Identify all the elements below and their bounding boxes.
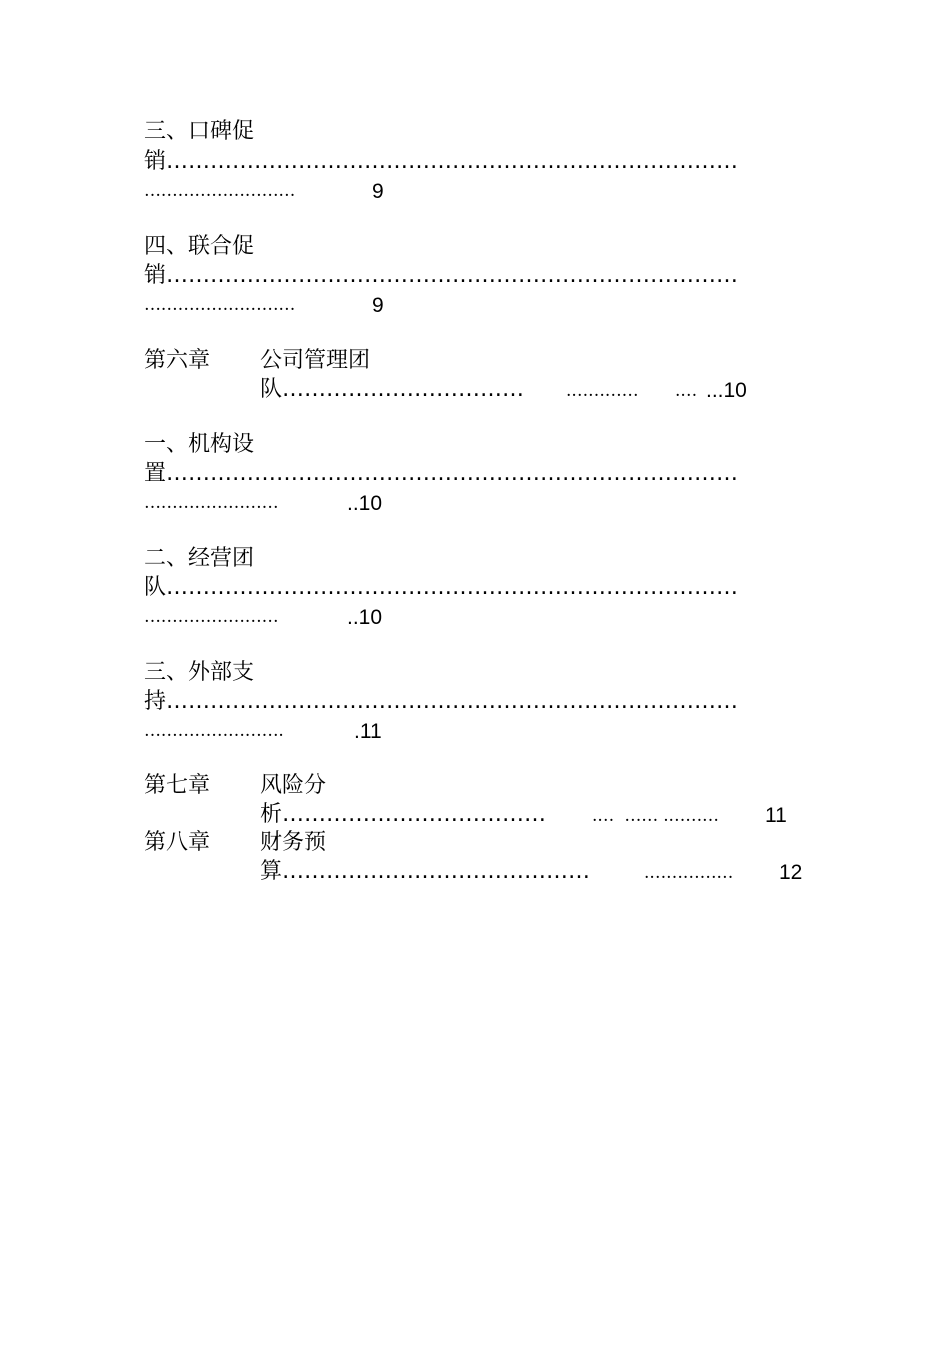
toc-leader-dots: ……………………: [144, 607, 279, 627]
toc-leader-line: 置……………………………………………………………………: [144, 461, 739, 486]
toc-title-jingying: 二、经营团: [144, 546, 255, 571]
toc-title-jigou: 一、机构设: [144, 432, 255, 457]
toc-page-number: ..10: [347, 606, 383, 629]
toc-leader-dots: ……………………: [144, 493, 279, 513]
toc-leader-line: 算……………………………………: [260, 859, 591, 884]
toc-leader-dots: .…………: [566, 381, 639, 401]
toc-leader-dots: …………………….: [144, 721, 284, 741]
toc-title-chapter8: 财务预: [260, 830, 327, 855]
toc-chapter-label: 第七章: [144, 773, 211, 798]
toc-title-chapter7: 风险分: [260, 773, 327, 798]
toc-leader-dots: ………………………: [144, 295, 296, 315]
toc-page-number: ..10: [347, 492, 383, 515]
toc-leader-dots: ………………………: [144, 181, 296, 201]
toc-leader-dots: .… …… .………: [592, 806, 719, 826]
toc-title-waibu: 三、外部支: [144, 660, 255, 685]
toc-leader-line: 析………………………………: [260, 802, 547, 827]
toc-leader-line: 销……………………………………………………………………: [144, 263, 739, 288]
toc-leader-dots: .…: [675, 381, 698, 401]
toc-title-lianhe: 四、联合促: [144, 234, 255, 259]
toc-leader-dots: .……………: [644, 863, 734, 883]
toc-leader-line: 持……………………………………………………………………: [144, 689, 739, 714]
toc-title-chapter6: 公司管理团: [260, 348, 371, 373]
toc-page-number: 12: [779, 861, 803, 884]
toc-leader-line: 队……………………………: [260, 377, 525, 402]
toc-chapter-label: 第六章: [144, 348, 211, 373]
toc-chapter-label: 第八章: [144, 830, 211, 855]
toc-title-koubei: 三、口碑促: [144, 119, 255, 144]
toc-leader-line: 销……………………………………………………………………: [144, 149, 739, 174]
toc-page-number: 11: [765, 804, 787, 827]
toc-page-number: 9: [372, 180, 384, 203]
toc-page-number: ...10: [706, 379, 747, 402]
toc-page-number: .11: [354, 720, 382, 743]
toc-page-number: 9: [372, 294, 384, 317]
toc-leader-line: 队……………………………………………………………………: [144, 575, 739, 600]
